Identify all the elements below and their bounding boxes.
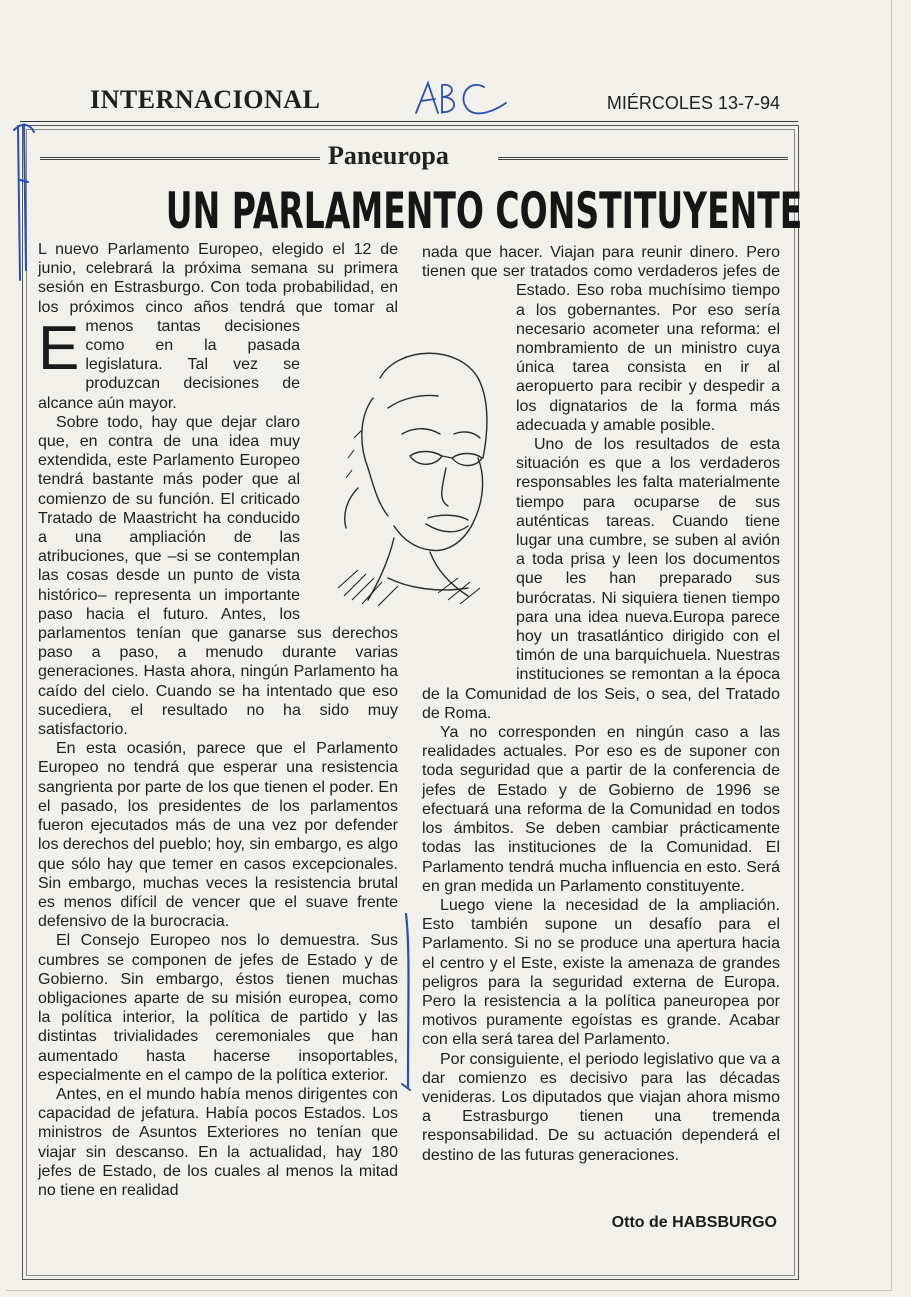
handwritten-abc-logo <box>410 77 510 130</box>
paragraph: Ya no corresponden en ningún caso a las realidades actuales. Por eso es de suponer con toda seguridad que a partir de la conferencia de jefes de Estado y de Gobierno de 1996 se efectuará una reforma de la Comunidad en todos los ámbitos. Se deben cambiar prácticamente todas las instituciones de la Comunidad. El Parlamento tendrá mucha influencia en esto. Será en gran medida un Parlamento constituyente. <box>422 724 780 895</box>
paragraph: El Consejo Europeo nos lo demuestra. Sus cumbres se componen de jefes de Estado y de Gobierno. Sin embargo, éstos tienen muchas obligaciones aparte de su misión europea, como la política interior, la política de partido y las distintas trivialidades ceremoniales que han aumentado hasta hacerse insoportables, especialmente en el campo de la política exterior. <box>38 932 398 1084</box>
paragraph: E L nuevo Parlamento Europeo, elegido el 12 de junio, celebrará la próxima semana su primera sesión en Estrasburgo. Con toda probabilidad, en los próximos cinco años tendrá que tomar al menos tantas decisiones como en la pasada legislatura. Tal vez se produzcan decisiones de alcance aún mayor. <box>38 241 398 412</box>
paragraph: En esta ocasión, parece que el Parlamento Europeo no tendrá que esperar una resistencia sangrienta por parte de los que tienen el poder. En el pasado, los presidentes de los parlamentos fueron ejecutados más de una vez por defender los derechos del pueblo; hoy, sin embargo, es algo que sólo hay que temer en casos excepcionales. Sin embargo, muchas veces la resistencia brutal es menos difícil de vencer que el suave frente defensivo de la burocracia. <box>38 740 398 931</box>
kicker-rule-right <box>498 157 788 160</box>
header-rule <box>20 121 798 122</box>
kicker-rule-left <box>40 157 320 160</box>
page-header <box>90 85 780 121</box>
headline: UN PARLAMENTO CONSTITUYENTE <box>165 182 803 240</box>
issue-date: MIÉRCOLES 13-7-94 <box>606 93 780 113</box>
paragraph: nada que hacer. Viajan para reunir dinero. Pero tienen que ser tratados como verdaderos jefes de Estado. Eso roba muchísimo tiempo a los gobernantes. Por eso sería necesario acometer una reforma: el nombramiento de un ministro cuya única tarea consista en ir al aeropuerto para recibir y despedir a los dignatarios de la forma más adecuada y amable posible. <box>422 244 780 434</box>
paragraph: Antes, en el mundo había menos dirigentes con capacidad de jefatura. Había pocos Estados. Los ministros de Asuntos Exteriores no tenían que viajar sin descanso. En la actualidad, hay 180 jefes de Estado, de los cuales al menos la mitad no tiene en realidad <box>38 1085 398 1199</box>
blue-pen-margin-mark-icon <box>8 120 38 290</box>
paragraph: Por consiguiente, el periodo legislativo que va a dar comienzo es decisivo para las décadas venideras. Los diputados que viajan ahora mismo a Estrasburgo tienen una tremenda responsabilidad. De su actuación dependerá el destino de las futuras generaciones. <box>422 1050 780 1164</box>
paragraph: Uno de los resultados de esta situación es que a los verdaderos responsables les falta materialmente tiempo para ocuparse de sus auténticas tareas. Cuando tiene lugar una cumbre, se suben al avión a toda prisa y leen los documentos que les han preparado sus burócratas. Ni siquiera tienen tiempo para una idea nueva.Europa parece hoy un trasatlántico dirigido con el timón de una barquichuela. Nuestras instituciones se remontan a la época de la Comunidad de los Seis, o sea, del Tratado de Roma. <box>422 436 780 722</box>
author-signature: Otto de HABSBURGO <box>611 1214 777 1231</box>
section-name: INTERNACIONAL <box>90 85 321 114</box>
paragraph: Sobre todo, hay que dejar claro que, en contra de una idea muy extendida, este Parlamento Europeo tendrá bastante más poder que al comienzo de su función. El criticado Tratado de Maastricht ha conducido a una ampliación de las atribuciones, que –si se contemplan las cosas desde un punto de vista histórico– representa un importante paso hacia el futuro. Antes, los parlamentos tenían que ganarse sus derechos paso a paso, a menudo durante varias generaciones. Hasta ahora, ningún Parlamento ha caído del cielo. Cuando se ha intentado que eso sucediera, el resultado no ha sido muy satisfactorio. <box>38 413 398 739</box>
blue-pen-bracket-icon <box>398 908 418 1098</box>
paragraph: Luego viene la necesidad de la ampliación. Esto también supone un desafío para el Parlamento. Si no se produce una apertura hacia el centro y el Este, existe la amenaza de grandes peligros para la seguridad externa de Europa. Pero la resistencia a la política paneuropea por motivos puramente egoístas es grande. Acabar con ella será tarea del Parlamento. <box>422 896 780 1049</box>
dropcap: E <box>38 314 80 383</box>
kicker: Paneuropa <box>328 141 449 170</box>
author-portrait-sketch <box>318 338 498 618</box>
